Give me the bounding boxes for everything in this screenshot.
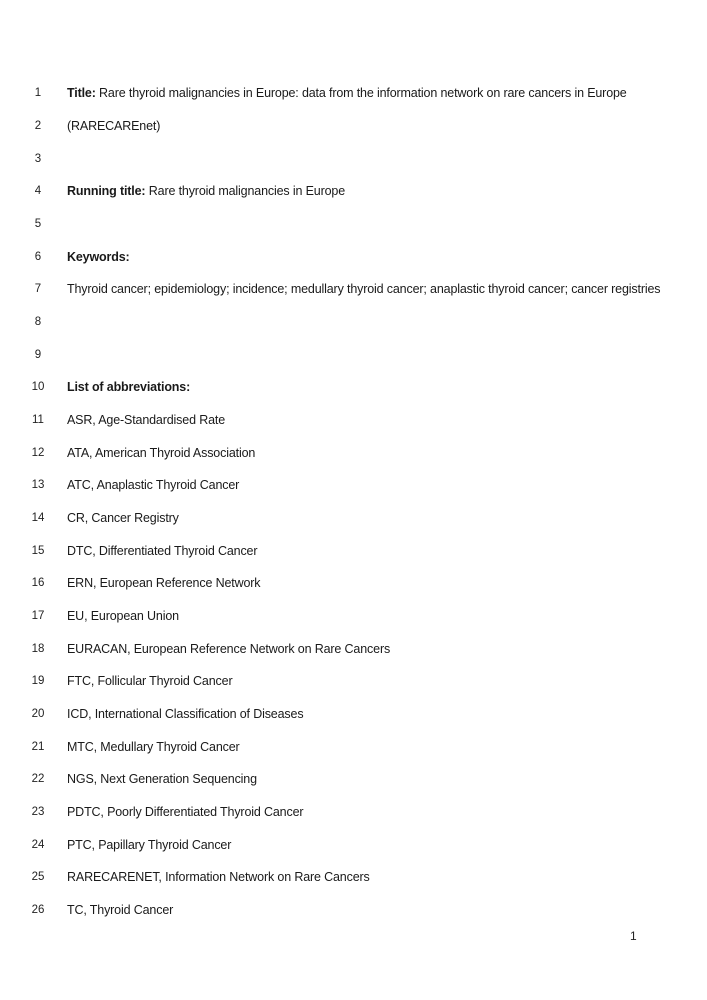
- line-number: 18: [31, 643, 45, 655]
- abbreviation-item: ATC, Anaplastic Thyroid Cancer: [67, 478, 240, 492]
- line-11: [0, 410, 707, 430]
- line-1: [0, 83, 707, 103]
- line-number: 9: [34, 349, 42, 361]
- abbreviation-item: PDTC, Poorly Differentiated Thyroid Cancer: [67, 805, 304, 819]
- line-number: 22: [31, 773, 45, 785]
- line-number: 14: [31, 512, 45, 524]
- abbreviation-item: MTC, Medullary Thyroid Cancer: [67, 740, 240, 754]
- line-7: [0, 279, 707, 299]
- line-9: [0, 345, 707, 365]
- abbreviation-item: PTC, Papillary Thyroid Cancer: [67, 838, 232, 852]
- line-26: [0, 900, 707, 920]
- running-title-text: Rare thyroid malignancies in Europe: [145, 184, 346, 198]
- running-title-label: Running title:: [67, 184, 146, 198]
- line-25: [0, 867, 707, 887]
- line-3: [0, 149, 707, 169]
- line-23: [0, 802, 707, 822]
- line-17: [0, 606, 707, 626]
- abbreviation-item: ERN, European Reference Network: [67, 576, 261, 590]
- page-number: 1: [630, 929, 637, 943]
- keywords-text: Thyroid cancer; epidemiology; incidence; medullary thyroid cancer; anaplastic thyroid cancer; cancer registries: [67, 282, 661, 296]
- line-number: 26: [31, 904, 45, 916]
- line-4: [0, 181, 707, 201]
- abbreviation-item: DTC, Differentiated Thyroid Cancer: [67, 544, 258, 558]
- keywords-heading: Keywords:: [67, 250, 130, 264]
- line-8: [0, 312, 707, 332]
- line-18: [0, 639, 707, 659]
- line-16: [0, 573, 707, 593]
- line-number: 17: [31, 610, 45, 622]
- line-13: [0, 475, 707, 495]
- line-number: 23: [31, 806, 45, 818]
- running-title-line: [67, 181, 345, 201]
- line-number: 19: [31, 675, 45, 687]
- line-number: 7: [34, 283, 42, 295]
- abbreviations-heading: List of abbreviations:: [67, 380, 191, 394]
- line-19: [0, 671, 707, 691]
- line-number: 20: [31, 708, 45, 720]
- line-number: 21: [31, 741, 45, 753]
- abbreviation-item: CR, Cancer Registry: [67, 511, 179, 525]
- line-24: [0, 835, 707, 855]
- line-number: 24: [31, 839, 45, 851]
- line-number: 6: [34, 251, 42, 263]
- line-10: [0, 377, 707, 397]
- title-continuation: (RARECAREnet): [67, 119, 161, 133]
- abbreviation-item: RARECARENET, Information Network on Rare Cancers: [67, 870, 370, 884]
- title-text: Rare thyroid malignancies in Europe: data from the information network on rare cancers in Europe: [95, 86, 627, 100]
- line-5: [0, 214, 707, 234]
- line-14: [0, 508, 707, 528]
- line-15: [0, 541, 707, 561]
- title-line: [67, 83, 627, 103]
- line-12: [0, 443, 707, 463]
- line-6: [0, 247, 707, 267]
- line-number: 12: [31, 447, 45, 459]
- abbreviation-item: ICD, International Classification of Diseases: [67, 707, 304, 721]
- line-number: 10: [31, 381, 45, 393]
- abbreviation-item: EURACAN, European Reference Network on Rare Cancers: [67, 642, 391, 656]
- line-number: 13: [31, 479, 45, 491]
- line-number: 16: [31, 577, 45, 589]
- abbreviation-item: ASR, Age-Standardised Rate: [67, 413, 226, 427]
- abbreviation-item: TC, Thyroid Cancer: [67, 903, 174, 917]
- line-number: 8: [34, 316, 42, 328]
- line-number: 5: [34, 218, 42, 230]
- line-number: 25: [31, 871, 45, 883]
- abbreviation-item: ATA, American Thyroid Association: [67, 446, 256, 460]
- abbreviation-item: FTC, Follicular Thyroid Cancer: [67, 674, 233, 688]
- abbreviation-item: EU, European Union: [67, 609, 179, 623]
- line-21: [0, 737, 707, 757]
- line-number: 4: [34, 185, 42, 197]
- line-number: 15: [31, 545, 45, 557]
- line-number: 11: [32, 414, 44, 426]
- line-number: 1: [34, 87, 42, 99]
- line-22: [0, 769, 707, 789]
- line-number: 2: [34, 120, 42, 132]
- abbreviation-item: NGS, Next Generation Sequencing: [67, 772, 257, 786]
- title-label: Title:: [67, 86, 96, 100]
- line-2: [0, 116, 707, 136]
- line-20: [0, 704, 707, 724]
- line-number: 3: [34, 153, 42, 165]
